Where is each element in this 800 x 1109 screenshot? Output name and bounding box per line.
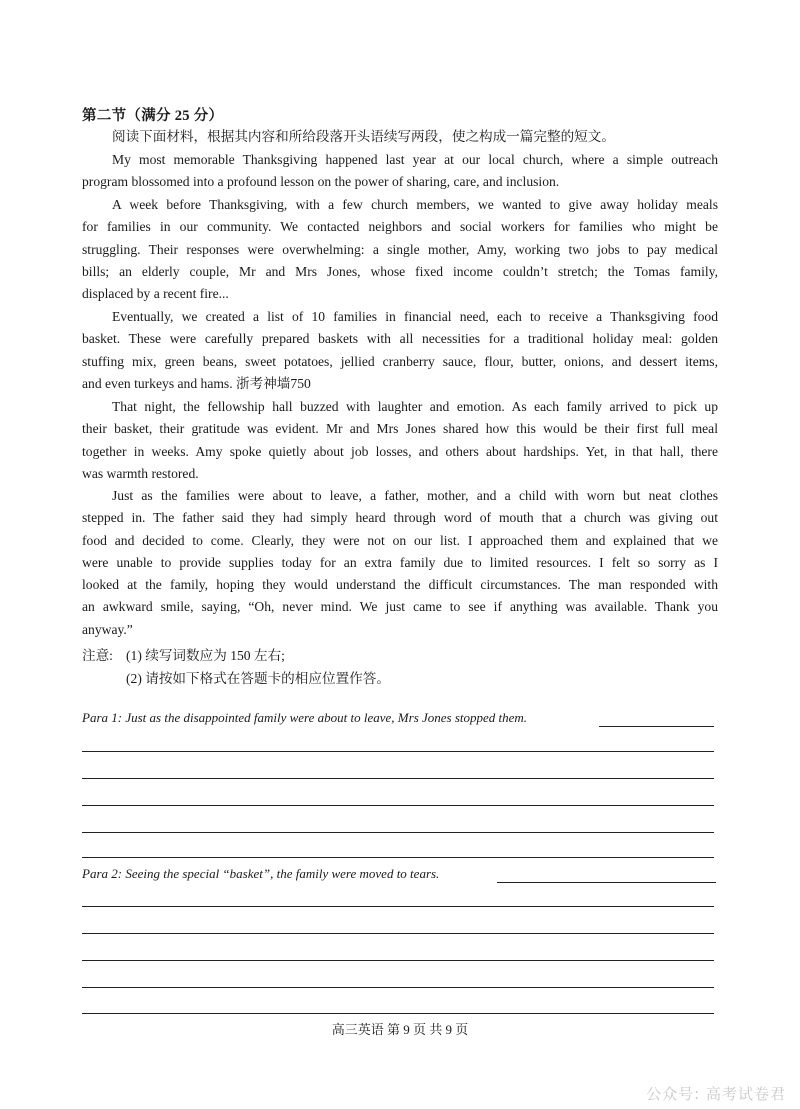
- passage-line: program blossomed into a profound lesson on the power of sharing, care, and inclusion.: [82, 174, 560, 190]
- passage-line: Just as the families were about to leave, a father, mother, and a child with worn but neat clothes: [112, 488, 718, 503]
- passage-line: for families in our community. We contacted neighbors and social workers for families who might be: [82, 219, 718, 235]
- passage-line: basket. These were carefully prepared baskets with all necessities for a traditional holiday meal: golden: [82, 331, 718, 347]
- passage-line: together in weeks. Amy spoke quietly about job losses, and others about hardships. Yet, in that hall, there: [82, 443, 718, 459]
- passage-line: stuffing mix, green beans, sweet potatoes, jellied cranberry sauce, flour, butter, onions, and dessert items,: [82, 353, 718, 369]
- answer-line[interactable]: [82, 987, 714, 988]
- notes-item-2: (2) 请按如下格式在答题卡的相应位置作答。: [126, 671, 390, 686]
- passage-line: bills; an elderly couple, Mr and Mrs Jones, whose fixed income couldn’t stretch; the Tomas family,: [82, 263, 718, 279]
- answer-line[interactable]: [82, 857, 714, 858]
- answer-line[interactable]: [82, 933, 714, 934]
- para2-prompt: Para 2: Seeing the special “basket”, the family were moved to tears.: [82, 866, 440, 881]
- passage-line: anyway.”: [82, 621, 133, 637]
- passage-paragraph-4: [82, 396, 718, 485]
- passage-paragraph-3: [82, 306, 718, 395]
- passage-paragraph-1: [82, 149, 718, 194]
- answer-line[interactable]: [82, 960, 714, 961]
- para1-prompt-blank[interactable]: [599, 726, 714, 727]
- passage-line: was warmth restored.: [82, 465, 199, 481]
- passage-line: struggling. Their responses were overwhelming: a single mother, Amy, working two jobs to pay medical: [82, 241, 718, 257]
- answer-line[interactable]: [82, 1013, 714, 1014]
- passage-line: Eventually, we created a list of 10 families in financial need, each to receive a Thanksgiving food: [112, 309, 718, 324]
- passage-line: were unable to provide supplies today for an extra family due to limited resources. I felt so sorry as I: [82, 554, 718, 570]
- notes-item-1: (1) 续写词数应为 150 左右;: [126, 648, 285, 663]
- passage-line: their basket, their gratitude was evident. Mr and Mrs Jones shared how this would be their first full meal: [82, 421, 718, 437]
- passage-paragraph-5: [82, 485, 718, 641]
- page-footer: 高三英语 第 9 页 共 9 页: [331, 1022, 469, 1037]
- para2-prompt-blank[interactable]: [497, 882, 716, 883]
- passage-line: and even turkeys and hams. 浙考神墙750: [82, 375, 311, 391]
- notes-label: 注意:: [82, 648, 113, 663]
- para1-prompt: Para 1: Just as the disappointed family were about to leave, Mrs Jones stopped them.: [82, 710, 528, 725]
- answer-line[interactable]: [82, 778, 714, 779]
- answer-line[interactable]: [82, 751, 714, 752]
- watermark: 公众号: 高考试卷君: [646, 1085, 786, 1103]
- passage-line: displaced by a recent fire...: [82, 286, 229, 302]
- passage-paragraph-2: [82, 194, 718, 305]
- passage-line: A week before Thanksgiving, with a few church members, we wanted to give away holiday meals: [112, 197, 718, 212]
- section-title: 第二节（满分 25 分）: [82, 108, 224, 124]
- passage-line: food and decided to come. Clearly, they were not on our list. I approached them and explained that we: [82, 532, 718, 548]
- answer-line[interactable]: [82, 906, 714, 907]
- instruction-text: 阅读下面材料，根据其内容和所给段落开头语续写两段，使之构成一篇完整的短文。: [112, 129, 615, 144]
- passage-line: an awkward smile, saying, “Oh, never mind. We just came to see if anything was available. Thank you: [82, 599, 718, 615]
- passage-line: looked at the family, hoping they would understand the difficult circumstances. The man responded with: [82, 577, 718, 593]
- passage-line: That night, the fellowship hall buzzed with laughter and emotion. As each family arrived to pick up: [112, 399, 718, 414]
- passage-line: My most memorable Thanksgiving happened last year at our local church, where a simple outreach: [112, 152, 718, 167]
- answer-line[interactable]: [82, 805, 714, 806]
- answer-line[interactable]: [82, 832, 714, 833]
- passage-line: stepped in. The father said they had simply heard through word of mouth that a church was giving out: [82, 510, 718, 526]
